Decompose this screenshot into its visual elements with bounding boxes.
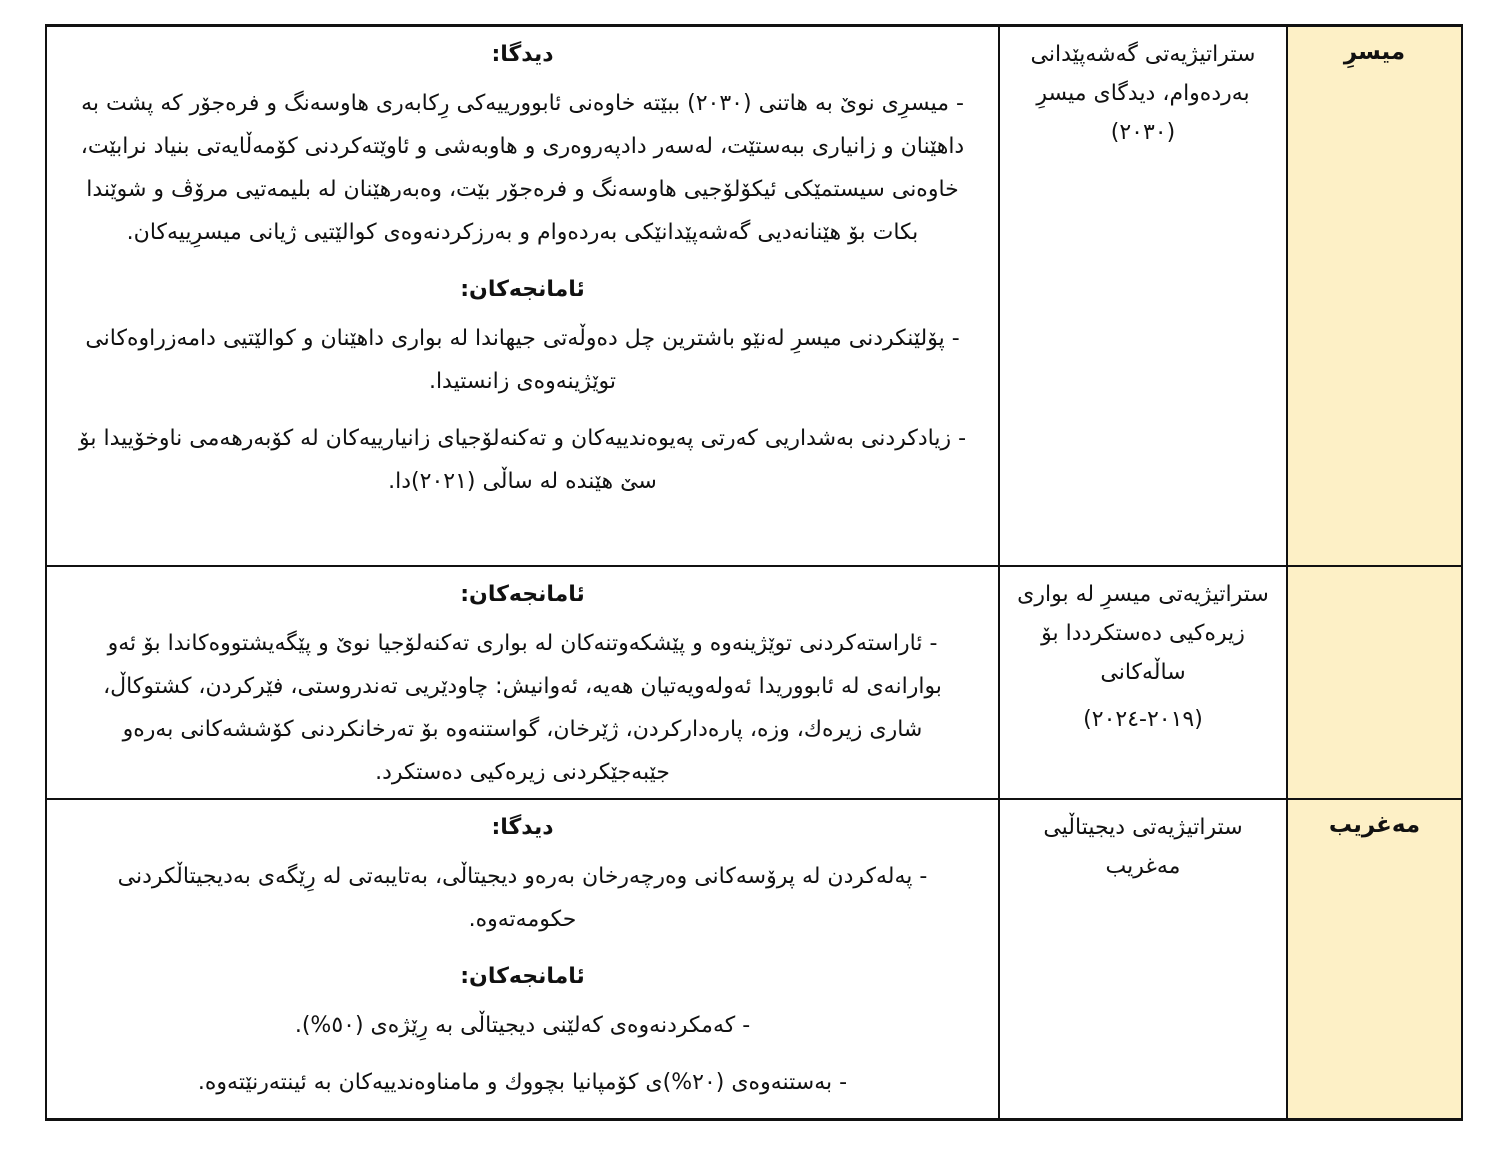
section-heading: دیدگا:	[491, 814, 554, 840]
strategy-cell	[999, 566, 1287, 799]
strategy-cell	[999, 799, 1287, 1120]
country-name: مەغریب	[1328, 811, 1421, 838]
section-paragraph: - پۆلێنكردنی میسرِ لەنێو باشترین چل دەوڵەتی جیهاندا لە بواری داهێنان و كوالێتیی دامەزراوەكانی توێژینەوەی زانستیدا.	[85, 326, 960, 394]
section-paragraph: - زیادكردنی بەشداریی كەرتی پەیوەندییەكان و تەكنەلۆجیای زانیارییەكان لە كۆبەرهەمی ناوخۆییدا بۆ سێ هێندە لە ساڵی (٢٠٢١)دا.	[78, 426, 967, 494]
section-heading: ئامانجەكان:	[460, 277, 585, 302]
details-cell	[46, 26, 999, 566]
strategy-name: ستراتیژیەتی دیجیتاڵیی مەغریب	[1043, 814, 1243, 879]
strategy-table	[45, 24, 1463, 1121]
section-paragraph: - ئاراستەكردنی توێژینەوە و پێشكەوتنەكان لە بواری تەكنەلۆجیا نویٚ و پێگەیشتووەكاندا بۆ ئەو بوارانەی لە ئابووریدا ئەولەویەتیان هەیە، ئەوانیش: چاودێریی تەندروستی، فێركردن، كشتوكاڵ، شاری زیرەك، وزە، پارەداركردن، ژێرخان، گواستنەوە بۆ تەرخانكردنی كۆششەكانی بەرەو جێبەجێكردنی زیرەكیی دەستكرد.	[103, 630, 942, 785]
strategy-years: (٢٠١٩-٢٠٢٤)	[1083, 706, 1203, 732]
table-row	[46, 799, 1462, 1120]
details-cell	[46, 799, 999, 1120]
country-cell	[1287, 566, 1462, 799]
strategy-name: ستراتیژیەتی گەشەپێدانی بەردەوام، دیدگای میسرِ (٢٠٣٠)	[1030, 42, 1256, 145]
country-cell	[1287, 799, 1462, 1120]
section-paragraph: - پەلەكردن لە پرۆسەكانی وەرچەرخان بەرەو دیجیتاڵی، بەتایبەتی لە رِێگەی بەدیجیتاڵكردنی حكومەتەوە.	[117, 863, 928, 932]
section-heading: دیدگا:	[491, 42, 554, 67]
table-row	[46, 566, 1462, 799]
section-heading: ئامانجەكان:	[460, 963, 585, 989]
country-name: میسرِ	[1343, 39, 1406, 65]
details-cell	[46, 566, 999, 799]
strategy-name: ستراتیژیەتی میسرِ لە بواری زیرەكیی دەستكرددا بۆ ساڵەكانی	[1017, 581, 1269, 685]
table-row	[46, 26, 1462, 566]
country-cell	[1287, 26, 1462, 566]
section-heading: ئامانجەكان:	[460, 581, 585, 607]
section-paragraph: - كەمكردنەوەی كەلێنی دیجیتاڵی بە رِێژەی (٥٠%).	[294, 1012, 751, 1038]
section-paragraph: - بەستنەوەی (٢٠%)ی كۆمپانیا بچووك و مامناوەندییەكان بە ئینتەرنێتەوە.	[197, 1069, 848, 1095]
section-paragraph: - میسرِی نویٚ بە هاتنی (٢٠٣٠) ببێتە خاوەنی ئابوورییەكی رِكابەری هاوسەنگ و فرەجۆر كە پشت بە داهێنان و زانیاری ببەستێت، لەسەر دادپەروەری و هاوبەشی و ئاوێتەكردنی كۆمەڵایەتی بنیاد نرابێت، خاوەنی سیستمێكی ئیكۆلۆجیی هاوسەنگ و فرەجۆر بێت، وەبەرهێنان لە بلیمەتیی مرۆڤ و شوێندا بكات بۆ هێنانەدیی گەشەپێدانێكی بەردەوام و بەرزكردنەوەی كوالێتیی ژیانی میسرِییەكان.	[80, 91, 965, 245]
strategy-cell	[999, 26, 1287, 566]
